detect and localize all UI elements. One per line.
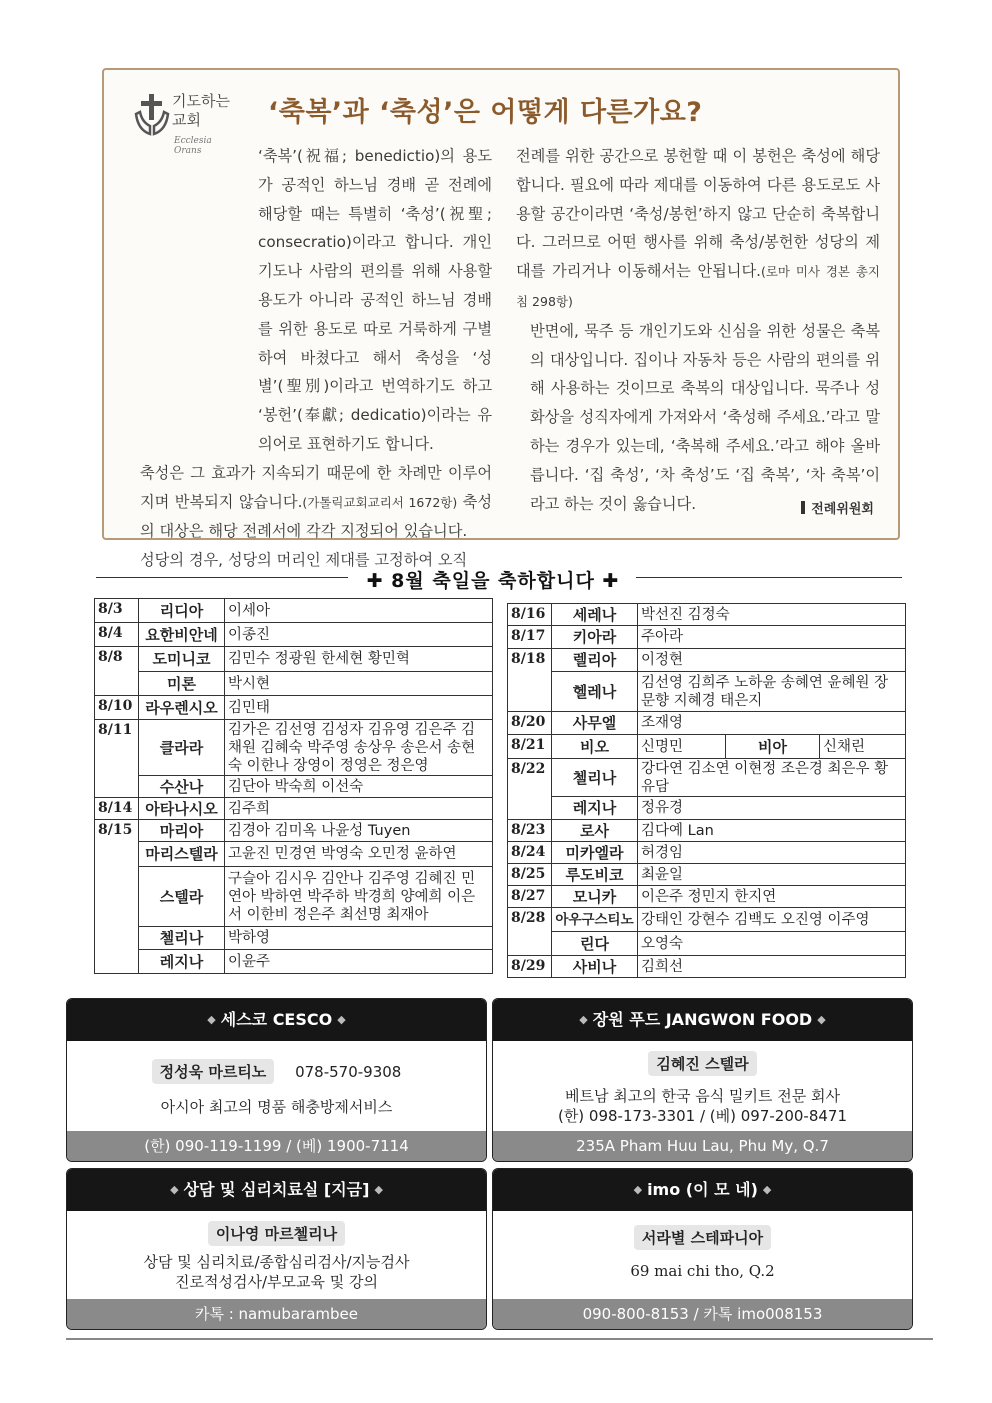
diamond-icon: ◆: [337, 1013, 346, 1026]
saint-name: 루도비코: [552, 864, 638, 886]
parishioner-names: 박시현: [225, 672, 493, 696]
ad-body: [67, 1041, 486, 1117]
ad-title-bar: [493, 1169, 912, 1211]
feast-date: 8/8: [95, 647, 139, 696]
saint-name: 도미니코: [139, 647, 225, 672]
table-row: [95, 927, 493, 950]
parishioner-names: 김희선: [638, 956, 906, 978]
table-row: [95, 599, 493, 623]
saint-name: 첼리나: [139, 927, 225, 950]
parishioner-names: 김가은 김선영 김성자 김유영 김은주 김채원 김혜숙 박주영 송상우 송은서 송현숙 이한나 장영이 정영은 정은영: [225, 720, 493, 776]
diamond-icon: ◆: [207, 1013, 216, 1026]
parishioner-names: 최윤일: [638, 864, 906, 886]
parishioner-names: 오영숙: [638, 932, 906, 956]
ad-footer: 090-800-8153 / 카톡 imo008153: [493, 1299, 912, 1329]
article-right-column: [516, 142, 880, 518]
table-row: [508, 626, 906, 649]
ad-imo: [492, 1168, 913, 1330]
saint-name: 요한비안네: [139, 623, 225, 647]
ad-body: [493, 1041, 912, 1126]
saint-name: 첼리나: [552, 759, 638, 797]
saint-name: 리디아: [139, 599, 225, 623]
diamond-icon: ◆: [817, 1013, 826, 1026]
parishioner-names: 김경아 김미옥 나윤성 Tuyen: [225, 820, 493, 842]
feast-date: 8/17: [508, 626, 552, 649]
diamond-icon: ◆: [762, 1183, 772, 1196]
feast-date: 8/10: [95, 696, 139, 720]
paragraph: 전례를 위한 공간으로 봉헌할 때 이 봉헌은 축성에 해당합니다. 필요에 따라 제대를 이동하여 다른 용도로도 사용할 공간이라면 ‘축성/봉헌’하지 않고 단순히 축복합니다. 그러므로 어떤 행사를 위해 축성/봉헌한 성당의 제대를 가리거나 이동해서는 안됩니다.(로마 미사 경본 총지침 298항): [516, 147, 880, 309]
ad-title-bar: [67, 1169, 486, 1211]
saint-name: 사무엘: [552, 712, 638, 735]
article-left-column: [126, 142, 492, 575]
diamond-icon: ◆: [633, 1183, 643, 1196]
ad-title: 상담 및 심리치료실 [지금]: [183, 1180, 370, 1199]
feast-date: 8/14: [95, 798, 139, 820]
ad-cesco: [66, 998, 487, 1162]
contact-phone: 078-570-9308: [295, 1063, 402, 1081]
table-row: [508, 842, 906, 864]
saint-name: 레지나: [139, 950, 225, 974]
saint-name: 클라라: [139, 720, 225, 776]
saint-name: 미론: [139, 672, 225, 696]
divider: [96, 577, 348, 578]
ad-title: imo (이 모 네): [647, 1180, 758, 1199]
parishioner-names: 박하영: [225, 927, 493, 950]
saint-name: 스텔라: [139, 867, 225, 927]
ad-description: 아시아 최고의 명품 해충방제서비스: [160, 1098, 393, 1116]
table-row: [508, 864, 906, 886]
parishioner-names: 주아라: [638, 626, 906, 649]
feast-date: 8/27: [508, 886, 552, 908]
saint-name: 린다: [552, 932, 638, 956]
parishioner-names: 신명민: [638, 735, 726, 759]
feast-date: 8/28: [508, 908, 552, 956]
saint-name: 라우렌시오: [139, 696, 225, 720]
table-row: [95, 842, 493, 867]
table-row: [95, 950, 493, 974]
feast-date: 8/21: [508, 735, 552, 759]
feast-table-left: [94, 598, 493, 974]
saint-name: 키아라: [552, 626, 638, 649]
contact-person: 이나영 마르첼리나: [208, 1221, 345, 1246]
saint-name: 레지나: [552, 797, 638, 820]
table-row: [508, 735, 906, 759]
feast-section-header: [96, 566, 902, 590]
parishioner-names: 조재영: [638, 712, 906, 735]
ad-body: [67, 1211, 486, 1292]
parishioner-names: 정유경: [638, 797, 906, 820]
feast-date: 8/11: [95, 720, 139, 798]
feast-date: 8/16: [508, 604, 552, 626]
table-row: [95, 672, 493, 696]
ad-description: 진로적성검사/부모교육 및 강의: [175, 1273, 378, 1291]
logo-subtitle: Ecclesia Orans: [174, 136, 212, 156]
parishioner-names: 김다예 Lan: [638, 820, 906, 842]
parishioner-names: 김주희: [225, 798, 493, 820]
table-row: [95, 720, 493, 776]
parishioner-names: 강다연 김소연 이현정 조은경 최은우 황유담: [638, 759, 906, 797]
ad-footer: (한) 090-119-1199 / (베) 1900-7114: [67, 1131, 486, 1161]
ad-address: 69 mai chi tho, Q.2: [630, 1262, 775, 1280]
paragraph: ‘축복’(祝福; benedictio)의 용도가 공적인 하느님 경배 곧 전례에 해당할 때는 특별히 ‘축성’(祝聖; consecratio)이라고 합니다. 개인기도나 사람의 편의를 위해 사용할 용도가 아니라 공적인 하느님 경배를 위한 용도로 따로 거룩하게 구별하여 바쳤다고 해서 축성을 ‘성별’(聖別)이라고 번역하기도 하고 ‘봉헌’(奉獻; dedicatio)이라는 유의어로 표현하기도 합니다.: [258, 147, 492, 453]
table-row: [95, 820, 493, 842]
logo-text: 기도하는 교회: [172, 92, 230, 129]
ad-description: 상담 및 심리치료/종합심리검사/지능검사: [143, 1253, 410, 1271]
signature: 전례위원회: [801, 498, 874, 517]
ad-description: 베트남 최고의 한국 음식 밀키트 전문 회사: [565, 1087, 840, 1105]
parishioner-names: 김민수 정광원 한세현 황민혁: [225, 647, 493, 672]
table-row: [508, 932, 906, 956]
parishioner-names: 허경임: [638, 842, 906, 864]
paragraph: 축성은 그 효과가 지속되기 때문에 한 차례만 이루어지며 반복되지 않습니다.(가톨릭교회교리서 1672항) 축성의 대상은 해당 전례서에 각각 지정되어 있습니다.: [140, 463, 493, 541]
divider: [636, 577, 902, 578]
parishioner-names: 김선영 김희주 노하윤 송혜연 윤혜원 장문향 지혜경 태은지: [638, 672, 906, 712]
saint-name: 사비나: [552, 956, 638, 978]
feast-date: 8/15: [95, 820, 139, 974]
ad-body: [493, 1211, 912, 1280]
diamond-icon: ◆: [170, 1183, 179, 1196]
ad-title: 장원 푸드 JANGWON FOOD: [592, 1010, 813, 1029]
saint-name: 렐리아: [552, 649, 638, 672]
article-box: [102, 68, 900, 570]
ad-title-bar: [67, 999, 486, 1041]
diamond-icon: ◆: [374, 1183, 383, 1196]
feast-date: 8/29: [508, 956, 552, 978]
praying-church-logo: [132, 90, 242, 156]
saint-name: 수산나: [139, 776, 225, 798]
saint-name: 마리아: [139, 820, 225, 842]
feast-date: 8/22: [508, 759, 552, 820]
saint-name: 아타나시오: [139, 798, 225, 820]
table-row: [508, 759, 906, 797]
feast-date: 8/20: [508, 712, 552, 735]
table-row: [95, 798, 493, 820]
saint-name: 모니카: [552, 886, 638, 908]
feast-date: 8/3: [95, 599, 139, 623]
table-row: [95, 867, 493, 927]
parishioner-names: 이정현: [638, 649, 906, 672]
table-row: [508, 956, 906, 978]
bottom-divider: [66, 1338, 933, 1340]
contact-person: 정성욱 마르티노: [152, 1059, 275, 1084]
feast-date: 8/4: [95, 623, 139, 647]
parishioner-names: 고윤진 민경연 박영숙 오민정 윤하연: [225, 842, 493, 867]
feast-table-right: [507, 603, 906, 978]
contact-person: 김혜진 스텔라: [648, 1051, 756, 1076]
parishioner-names: 신채린: [820, 735, 906, 759]
ad-footer: 235A Pham Huu Lau, Phu My, Q.7: [493, 1131, 912, 1161]
table-row: [508, 672, 906, 712]
table-row: [95, 696, 493, 720]
saint-name: 미카엘라: [552, 842, 638, 864]
parishioner-names: 구슬아 김시우 김안나 김주영 김혜진 민연아 박하연 박주하 박경희 양예희 이은서 이한비 정은주 최선명 최재아: [225, 867, 493, 927]
ad-title-bar: [493, 999, 912, 1041]
parishioner-names: 이은주 정민지 한지연: [638, 886, 906, 908]
saint-name: 세레나: [552, 604, 638, 626]
parishioner-names: 이종진: [225, 623, 493, 647]
saint-name: 로사: [552, 820, 638, 842]
table-row: [508, 712, 906, 735]
paragraph: 성당의 경우, 성당의 머리인 제대를 고정하여 오직: [140, 551, 468, 570]
parishioner-names: 강태인 강현수 김백도 오진영 이주영: [638, 908, 906, 932]
saint-name: 아우구스티노: [552, 908, 638, 932]
diamond-icon: ◆: [579, 1013, 588, 1026]
parishioner-names: 김민태: [225, 696, 493, 720]
feast-date: 8/23: [508, 820, 552, 842]
table-row: [95, 776, 493, 798]
article-title: ‘축복’과 ‘축성’은 어떻게 다른가요?: [268, 97, 703, 128]
feast-date: 8/18: [508, 649, 552, 712]
saint-name: 비아: [726, 735, 820, 759]
feast-date: 8/24: [508, 842, 552, 864]
parishioner-names: 이세아: [225, 599, 493, 623]
table-row: [508, 886, 906, 908]
table-row: [508, 908, 906, 932]
praying-hands-cross-icon: [132, 92, 172, 140]
feast-section-title: ✚ 8월 축일을 축하합니다 ✚: [366, 570, 620, 592]
ad-counseling: [66, 1168, 487, 1330]
ad-title: 세스코 CESCO: [220, 1010, 333, 1029]
parishioner-names: 이윤주: [225, 950, 493, 974]
saint-name: 마리스텔라: [139, 842, 225, 867]
ad-phone: (한) 098-173-3301 / (베) 097-200-8471: [557, 1107, 848, 1125]
table-row: [508, 820, 906, 842]
contact-person: 서라별 스테파니아: [634, 1225, 771, 1250]
parishioner-names: 김단아 박숙희 이선숙: [225, 776, 493, 798]
paragraph: 반면에, 묵주 등 개인기도와 신심을 위한 성물은 축복의 대상입니다. 집이나 자동차 등은 사람의 편의를 위해 사용하는 것이므로 축복의 대상입니다. 묵주나 성화상을 성직자에게 가져와서 ‘축성해 주세요.’라고 말하는 경우가 있는데, ‘축복해 주세요.’라고 해야 올바릅니다. ‘집 축성’, ‘차 축성’도 ‘집 축복’, ‘차 축복’이라고 하는 것이 옳습니다.: [530, 321, 880, 513]
table-row: [95, 623, 493, 647]
saint-name: 비오: [552, 735, 638, 759]
table-row: [95, 647, 493, 672]
feast-date: 8/25: [508, 864, 552, 886]
contact-line: [67, 1059, 486, 1084]
table-row: [508, 797, 906, 820]
ad-footer: 카톡 : namubarambee: [67, 1299, 486, 1329]
parishioner-names: 박선진 김정숙: [638, 604, 906, 626]
saint-name: 헬레나: [552, 672, 638, 712]
table-row: [508, 604, 906, 626]
ad-jangwon-food: [492, 998, 913, 1162]
table-row: [508, 649, 906, 672]
